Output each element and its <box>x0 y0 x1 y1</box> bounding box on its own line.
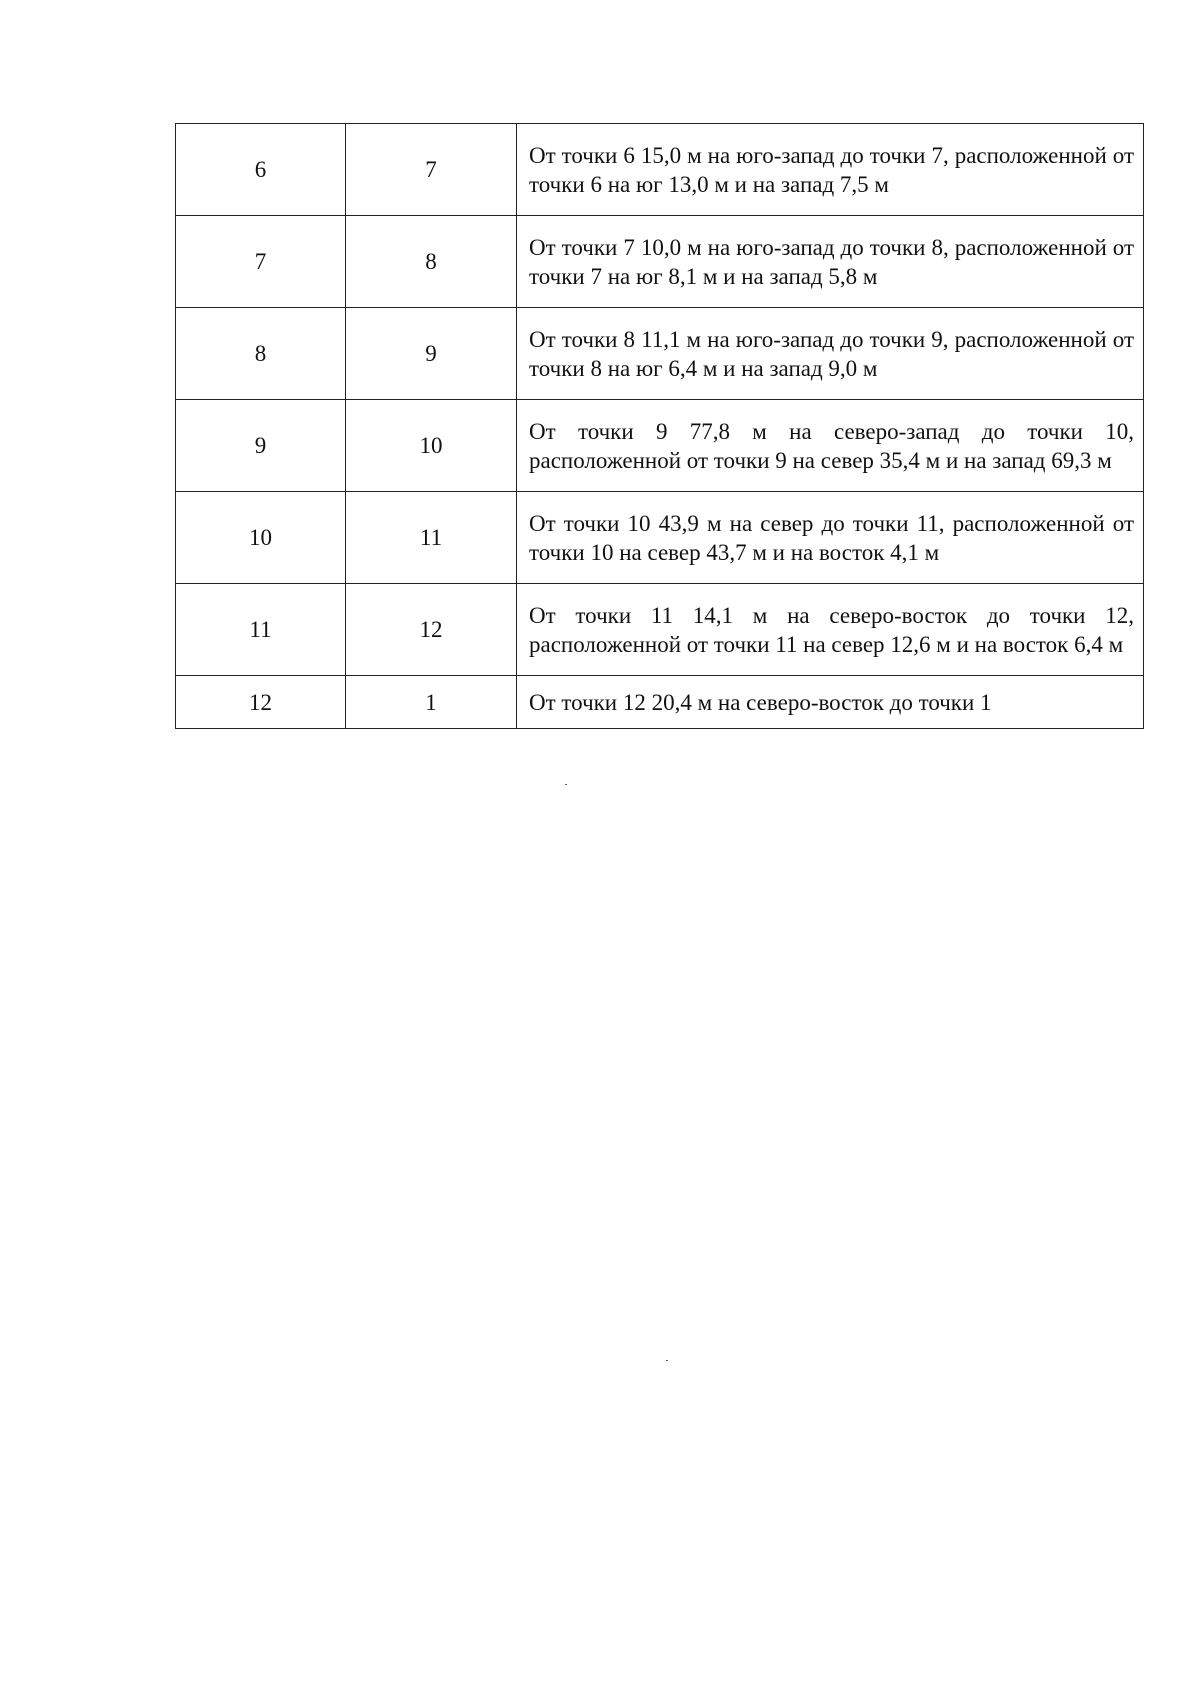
scan-speck <box>565 784 567 785</box>
table-row <box>176 308 1144 400</box>
table-row <box>176 400 1144 492</box>
scan-speck <box>666 1360 668 1361</box>
description-cell: От точки 12 20,4 м на северо-восток до точки 1 <box>517 676 1144 729</box>
from-point-cell: 7 <box>176 216 346 308</box>
description-cell: От точки 6 15,0 м на юго-запад до точки 7, расположенной от точки 6 на юг 13,0 м и на запад 7,5 м <box>517 124 1144 216</box>
description-cell: От точки 9 77,8 м на северо-запад до точки 10, расположенной от точки 9 на север 35,4 м и на запад 69,3 м <box>517 400 1144 492</box>
from-point-cell: 8 <box>176 308 346 400</box>
description-cell: От точки 7 10,0 м на юго-запад до точки 8, расположенной от точки 7 на юг 8,1 м и на запад 5,8 м <box>517 216 1144 308</box>
from-point-cell: 12 <box>176 676 346 729</box>
boundary-description-table <box>175 123 1144 729</box>
description-cell: От точки 11 14,1 м на северо-восток до точки 12, расположенной от точки 11 на север 12,6 м и на восток 6,4 м <box>517 584 1144 676</box>
to-point-cell: 8 <box>346 216 517 308</box>
to-point-cell: 9 <box>346 308 517 400</box>
to-point-cell: 10 <box>346 400 517 492</box>
description-cell: От точки 10 43,9 м на север до точки 11, расположенной от точки 10 на север 43,7 м и на восток 4,1 м <box>517 492 1144 584</box>
table-row <box>176 124 1144 216</box>
to-point-cell: 7 <box>346 124 517 216</box>
from-point-cell: 11 <box>176 584 346 676</box>
table-row <box>176 216 1144 308</box>
table-row <box>176 584 1144 676</box>
to-point-cell: 1 <box>346 676 517 729</box>
from-point-cell: 10 <box>176 492 346 584</box>
from-point-cell: 6 <box>176 124 346 216</box>
to-point-cell: 12 <box>346 584 517 676</box>
table-row <box>176 492 1144 584</box>
table-row <box>176 676 1144 729</box>
from-point-cell: 9 <box>176 400 346 492</box>
description-cell: От точки 8 11,1 м на юго-запад до точки 9, расположенной от точки 8 на юг 6,4 м и на запад 9,0 м <box>517 308 1144 400</box>
to-point-cell: 11 <box>346 492 517 584</box>
